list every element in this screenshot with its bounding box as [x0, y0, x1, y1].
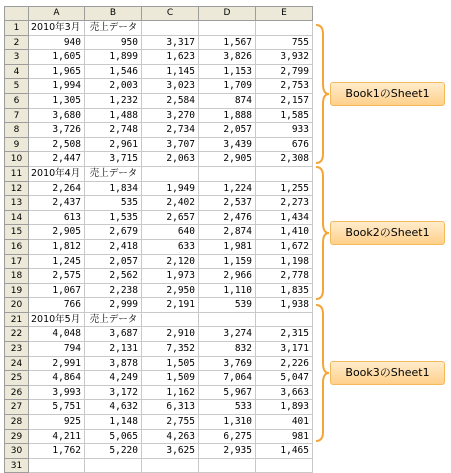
row-header[interactable]: 7 — [5, 109, 29, 124]
cell[interactable]: 2,131 — [85, 342, 142, 357]
cell[interactable]: 2,537 — [199, 196, 256, 211]
cell[interactable]: 2,753 — [256, 79, 313, 94]
cell[interactable]: 1,546 — [85, 65, 142, 80]
table-row — [5, 138, 313, 153]
cell[interactable]: 5,967 — [199, 386, 256, 401]
table-row — [5, 94, 313, 109]
cell[interactable]: 1,145 — [142, 65, 199, 80]
table-row — [5, 167, 313, 182]
cell[interactable]: 5,751 — [29, 400, 85, 415]
spreadsheet-grid — [4, 6, 313, 473]
cell[interactable]: 3,878 — [85, 357, 142, 372]
cell[interactable]: 933 — [256, 123, 313, 138]
cell[interactable] — [142, 313, 199, 328]
cell[interactable] — [85, 21, 142, 36]
cell[interactable]: 2,402 — [142, 196, 199, 211]
table-row — [5, 430, 313, 445]
row-header[interactable]: 24 — [5, 357, 29, 372]
cell[interactable]: 1,938 — [256, 298, 313, 313]
cell[interactable]: 1,110 — [199, 284, 256, 299]
cell[interactable]: 1,605 — [29, 50, 85, 65]
cell[interactable]: 1,505 — [142, 357, 199, 372]
cell[interactable]: 4,048 — [29, 327, 85, 342]
callout-book3: Book3のSheet1 — [330, 361, 445, 385]
table-row — [5, 327, 313, 342]
cell[interactable]: 1,981 — [199, 240, 256, 255]
table-row — [5, 21, 313, 36]
cell[interactable]: 2,999 — [85, 298, 142, 313]
table-row — [5, 123, 313, 138]
cell[interactable]: 1,198 — [256, 255, 313, 270]
table-row — [5, 79, 313, 94]
cell[interactable]: 2,447 — [29, 152, 85, 167]
cell[interactable]: 2,057 — [199, 123, 256, 138]
cell[interactable]: 1,310 — [199, 415, 256, 430]
cell[interactable]: 2,799 — [256, 65, 313, 80]
row-header[interactable]: 2 — [5, 36, 29, 51]
cell[interactable]: 401 — [256, 415, 313, 430]
table-row — [5, 342, 313, 357]
table-row — [5, 313, 313, 328]
cell[interactable]: 6,275 — [199, 430, 256, 445]
table-row — [5, 444, 313, 459]
table-row — [5, 269, 313, 284]
cell[interactable]: 2,748 — [85, 123, 142, 138]
cell[interactable]: 2,905 — [199, 152, 256, 167]
cell[interactable] — [199, 21, 256, 36]
table-row — [5, 152, 313, 167]
cell[interactable]: 755 — [256, 36, 313, 51]
table-row — [5, 400, 313, 415]
cell[interactable]: 3,932 — [256, 50, 313, 65]
cell[interactable]: 1,148 — [85, 415, 142, 430]
cell[interactable]: 5,220 — [85, 444, 142, 459]
select-all-corner[interactable] — [5, 7, 29, 21]
table-row — [5, 386, 313, 401]
cell[interactable]: 539 — [199, 298, 256, 313]
column-header-row — [5, 7, 313, 21]
cell[interactable]: 3,826 — [199, 50, 256, 65]
cell[interactable]: 2,562 — [85, 269, 142, 284]
cell[interactable]: 3,993 — [29, 386, 85, 401]
cell[interactable]: 1,893 — [256, 400, 313, 415]
cell[interactable]: 2,961 — [85, 138, 142, 153]
table-row — [5, 196, 313, 211]
sheet-title-cell[interactable]: 2010年4月 売上データ — [29, 167, 85, 182]
cell[interactable]: 3,663 — [256, 386, 313, 401]
brace-book3 — [314, 304, 330, 442]
row-header[interactable]: 27 — [5, 400, 29, 415]
cell[interactable]: 3,274 — [199, 327, 256, 342]
cell[interactable]: 1,965 — [29, 65, 85, 80]
cell[interactable]: 3,715 — [85, 152, 142, 167]
cell[interactable]: 4,632 — [85, 400, 142, 415]
cell[interactable]: 1,488 — [85, 109, 142, 124]
cell[interactable]: 874 — [199, 94, 256, 109]
cell[interactable]: 613 — [29, 211, 85, 226]
cell[interactable]: 1,305 — [29, 94, 85, 109]
row-header[interactable]: 12 — [5, 182, 29, 197]
cell[interactable]: 7,064 — [199, 371, 256, 386]
cell[interactable]: 766 — [29, 298, 85, 313]
cell[interactable]: 2,063 — [142, 152, 199, 167]
cell[interactable]: 535 — [85, 196, 142, 211]
cell[interactable]: 2,308 — [256, 152, 313, 167]
table-row — [5, 65, 313, 80]
cell[interactable]: 4,263 — [142, 430, 199, 445]
cell[interactable]: 2,575 — [29, 269, 85, 284]
cell[interactable]: 2,003 — [85, 79, 142, 94]
cell[interactable]: 2,584 — [142, 94, 199, 109]
cell[interactable]: 2,950 — [142, 284, 199, 299]
cell[interactable]: 1,973 — [142, 269, 199, 284]
cell[interactable]: 1,762 — [29, 444, 85, 459]
cell[interactable]: 3,707 — [142, 138, 199, 153]
table-row — [5, 50, 313, 65]
row-header[interactable]: 30 — [5, 444, 29, 459]
cell[interactable]: 2,273 — [256, 196, 313, 211]
cell[interactable]: 1,465 — [256, 444, 313, 459]
cell[interactable]: 1,834 — [85, 182, 142, 197]
cell[interactable]: 3,317 — [142, 36, 199, 51]
cell[interactable]: 1,162 — [142, 386, 199, 401]
cell[interactable]: 2,437 — [29, 196, 85, 211]
table-row — [5, 371, 313, 386]
column-header-a[interactable]: A — [29, 7, 85, 21]
row-header[interactable]: 1 — [5, 21, 29, 36]
cell[interactable] — [199, 313, 256, 328]
column-header-e[interactable]: E — [256, 7, 313, 21]
row-header[interactable]: 18 — [5, 269, 29, 284]
cell[interactable]: 2,755 — [142, 415, 199, 430]
cell[interactable]: 2,476 — [199, 211, 256, 226]
cell[interactable]: 2,226 — [256, 357, 313, 372]
cell[interactable]: 1,623 — [142, 50, 199, 65]
cell[interactable]: 2,191 — [142, 298, 199, 313]
row-header[interactable]: 17 — [5, 255, 29, 270]
row-header[interactable]: 23 — [5, 342, 29, 357]
row-header[interactable]: 25 — [5, 371, 29, 386]
cell[interactable]: 2,157 — [256, 94, 313, 109]
cell[interactable]: 1,709 — [199, 79, 256, 94]
table-row — [5, 225, 313, 240]
cell[interactable]: 981 — [256, 430, 313, 445]
cell[interactable]: 2,315 — [256, 327, 313, 342]
cell[interactable]: 1,835 — [256, 284, 313, 299]
cell[interactable]: 7,352 — [142, 342, 199, 357]
cell[interactable]: 1,153 — [199, 65, 256, 80]
cell[interactable] — [85, 167, 142, 182]
row-header[interactable]: 16 — [5, 240, 29, 255]
row-header[interactable]: 31 — [5, 459, 29, 473]
cell[interactable]: 4,211 — [29, 430, 85, 445]
cell[interactable]: 2,057 — [85, 255, 142, 270]
cell[interactable] — [142, 21, 199, 36]
cell[interactable]: 640 — [142, 225, 199, 240]
table-row — [5, 255, 313, 270]
row-header[interactable]: 13 — [5, 196, 29, 211]
cell[interactable]: 6,313 — [142, 400, 199, 415]
cell[interactable]: 3,726 — [29, 123, 85, 138]
cell[interactable]: 950 — [85, 36, 142, 51]
cell[interactable] — [256, 167, 313, 182]
table-row — [5, 240, 313, 255]
table-row — [5, 211, 313, 226]
table-row — [5, 284, 313, 299]
row-header[interactable]: 9 — [5, 138, 29, 153]
cell[interactable]: 2,991 — [29, 357, 85, 372]
column-header-b[interactable]: B — [85, 7, 142, 21]
row-header[interactable]: 22 — [5, 327, 29, 342]
cell[interactable]: 3,023 — [142, 79, 199, 94]
cell[interactable]: 794 — [29, 342, 85, 357]
cell[interactable]: 1,585 — [256, 109, 313, 124]
table-row — [5, 298, 313, 313]
cell[interactable] — [85, 313, 142, 328]
cell[interactable] — [256, 21, 313, 36]
row-header[interactable]: 5 — [5, 79, 29, 94]
cell[interactable]: 2,734 — [142, 123, 199, 138]
cell[interactable]: 3,171 — [256, 342, 313, 357]
cell[interactable]: 1,255 — [256, 182, 313, 197]
row-header[interactable]: 15 — [5, 225, 29, 240]
row-header[interactable]: 14 — [5, 211, 29, 226]
sheet-title-cell[interactable]: 2010年5月 売上データ — [29, 313, 85, 328]
cell[interactable]: 1,994 — [29, 79, 85, 94]
cell[interactable]: 1,812 — [29, 240, 85, 255]
cell[interactable]: 925 — [29, 415, 85, 430]
brace-book2 — [314, 166, 330, 300]
cell[interactable]: 3,439 — [199, 138, 256, 153]
cell[interactable]: 940 — [29, 36, 85, 51]
row-header[interactable]: 19 — [5, 284, 29, 299]
cell[interactable]: 1,434 — [256, 211, 313, 226]
cell[interactable]: 4,864 — [29, 371, 85, 386]
cell[interactable] — [199, 167, 256, 182]
cell[interactable]: 3,270 — [142, 109, 199, 124]
row-header[interactable]: 29 — [5, 430, 29, 445]
column-header-c[interactable]: C — [142, 7, 199, 21]
cell[interactable]: 2,905 — [29, 225, 85, 240]
brace-book1 — [314, 24, 330, 164]
cell[interactable]: 1,567 — [199, 36, 256, 51]
row-header[interactable]: 6 — [5, 94, 29, 109]
cell[interactable]: 533 — [199, 400, 256, 415]
cell[interactable]: 1,067 — [29, 284, 85, 299]
cell[interactable]: 2,874 — [199, 225, 256, 240]
cell[interactable]: 2,657 — [142, 211, 199, 226]
table-row — [5, 357, 313, 372]
cell[interactable]: 2,679 — [85, 225, 142, 240]
cell[interactable]: 1,535 — [85, 211, 142, 226]
row-header[interactable]: 11 — [5, 167, 29, 182]
row-header[interactable]: 21 — [5, 313, 29, 328]
cell[interactable]: 1,672 — [256, 240, 313, 255]
cell[interactable]: 3,687 — [85, 327, 142, 342]
table-row — [5, 415, 313, 430]
cell[interactable]: 3,625 — [142, 444, 199, 459]
cell[interactable]: 2,910 — [142, 327, 199, 342]
row-header[interactable]: 3 — [5, 50, 29, 65]
cell[interactable]: 633 — [142, 240, 199, 255]
row-header[interactable]: 8 — [5, 123, 29, 138]
cell[interactable]: 1,245 — [29, 255, 85, 270]
cell[interactable]: 2,418 — [85, 240, 142, 255]
cell[interactable]: 1,410 — [256, 225, 313, 240]
cell[interactable]: 3,680 — [29, 109, 85, 124]
cell[interactable]: 2,778 — [256, 269, 313, 284]
cell[interactable]: 3,172 — [85, 386, 142, 401]
cell[interactable]: 2,508 — [29, 138, 85, 153]
callout-book1: Book1のSheet1 — [330, 82, 445, 106]
row-header[interactable]: 20 — [5, 298, 29, 313]
cell[interactable]: 5,047 — [256, 371, 313, 386]
cell[interactable]: 832 — [199, 342, 256, 357]
table-row — [5, 36, 313, 51]
cell[interactable]: 1,509 — [142, 371, 199, 386]
row-header[interactable]: 26 — [5, 386, 29, 401]
row-header[interactable]: 28 — [5, 415, 29, 430]
cell[interactable]: 2,966 — [199, 269, 256, 284]
cell[interactable]: 2,120 — [142, 255, 199, 270]
row-header[interactable]: 4 — [5, 65, 29, 80]
cell[interactable]: 4,249 — [85, 371, 142, 386]
column-header-d[interactable]: D — [199, 7, 256, 21]
cell[interactable]: 1,899 — [85, 50, 142, 65]
cell[interactable]: 1,159 — [199, 255, 256, 270]
cell[interactable]: 676 — [256, 138, 313, 153]
cell[interactable] — [256, 313, 313, 328]
cell[interactable]: 1,232 — [85, 94, 142, 109]
callout-book2: Book2のSheet1 — [330, 221, 445, 245]
cell[interactable]: 1,224 — [199, 182, 256, 197]
table-row — [5, 109, 313, 124]
grid-rows — [5, 21, 313, 473]
table-row — [5, 182, 313, 197]
cell[interactable]: 1,888 — [199, 109, 256, 124]
cell[interactable]: 2,935 — [199, 444, 256, 459]
cell[interactable]: 2,264 — [29, 182, 85, 197]
row-header[interactable]: 10 — [5, 152, 29, 167]
cell[interactable] — [142, 167, 199, 182]
cell[interactable]: 3,769 — [199, 357, 256, 372]
cell[interactable]: 5,065 — [85, 430, 142, 445]
sheet-title-cell[interactable]: 2010年3月 売上データ — [29, 21, 85, 36]
cell[interactable]: 2,238 — [85, 284, 142, 299]
cell[interactable]: 1,949 — [142, 182, 199, 197]
